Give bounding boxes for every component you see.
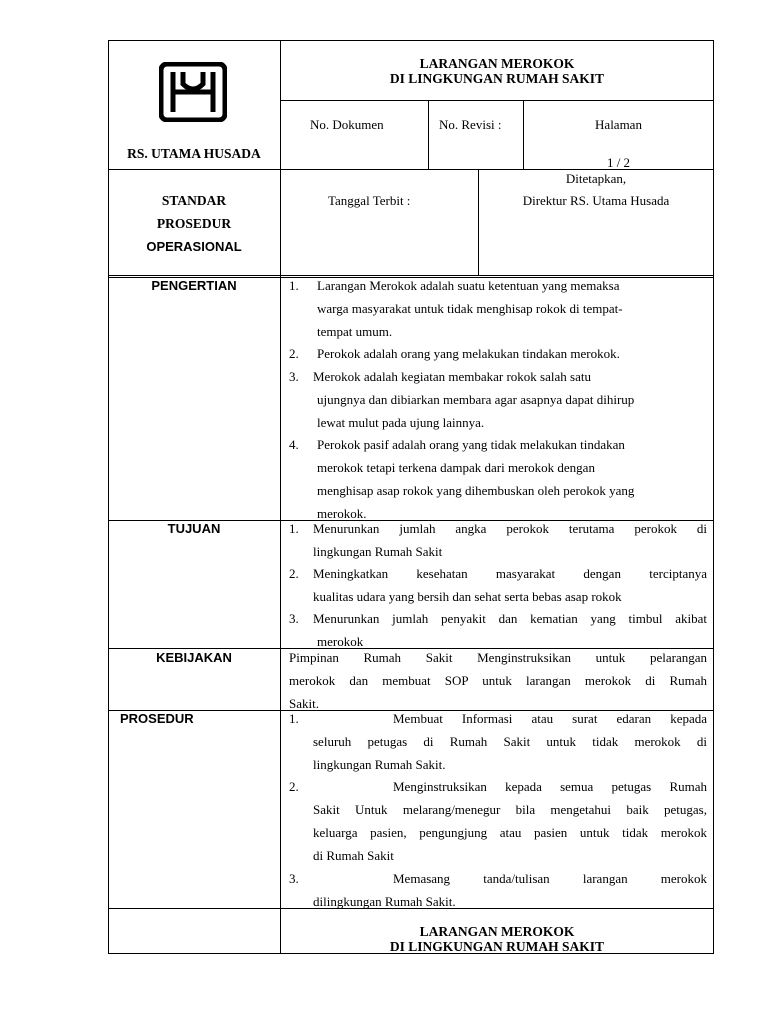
- list-line: Menurunkan jumlah penyakit dan kematian yang timbul akibat: [313, 611, 707, 626]
- pengertian-label: PENGERTIAN: [151, 278, 237, 293]
- prosedur-label: PROSEDUR: [120, 711, 194, 726]
- footer-title-line2: DI LINGKUNGAN RUMAH SAKIT: [389, 939, 605, 954]
- kebijakan-text: [289, 646, 707, 715]
- tujuan-item-1: [289, 517, 707, 563]
- list-line: di Rumah Sakit: [313, 848, 394, 863]
- list-line: merokok tetapi terkena dampak dari merokok dengan: [317, 460, 595, 475]
- pengertian-item-3: [289, 365, 707, 434]
- list-line: ujungnya dan dibiarkan membara agar asapnya dapat dihirup: [317, 392, 635, 407]
- list-number: 1.: [289, 521, 299, 536]
- list-line: Meningkatkan kesehatan masyarakat dengan terciptanya: [313, 566, 707, 581]
- list-number: 1.: [289, 711, 299, 726]
- ditetapkan-text: Ditetapkan,: [565, 171, 627, 186]
- list-number: 1.: [289, 278, 299, 293]
- sop-title-line2: PROSEDUR: [156, 216, 232, 231]
- list-line: kualitas udara yang bersih dan sehat serta bebas asap rokok: [313, 589, 622, 604]
- footer-title-line1: LARANGAN MEROKOK: [419, 924, 575, 939]
- list-line: Menurunkan jumlah angka perokok terutama perokok di: [313, 521, 707, 536]
- vline-left-col: [280, 40, 281, 954]
- list-line: Merokok adalah kegiatan membakar rokok salah satu: [313, 369, 591, 384]
- list-number: 3.: [289, 871, 299, 886]
- list-line: keluarga pasien, pengungjung atau pasien untuk tidak merokok: [313, 825, 707, 840]
- list-line: Perokok pasif adalah orang yang tidak melakukan tindakan: [317, 437, 625, 452]
- prosedur-item-2: [289, 775, 707, 867]
- list-line: Perokok adalah orang yang melakukan tindakan merokok.: [317, 346, 620, 361]
- list-line: Memasang tanda/tulisan larangan merokok: [393, 871, 707, 886]
- vline-dok-revisi: [428, 100, 429, 169]
- paragraph-line: Sakit.: [289, 696, 319, 711]
- list-line: seluruh petugas di Rumah Sakit untuk tidak merokok di: [313, 734, 707, 749]
- tanggal-terbit-label: Tanggal Terbit :: [328, 193, 411, 208]
- halaman-value: 1 / 2: [606, 155, 631, 170]
- pengertian-item-2: [289, 342, 707, 365]
- tujuan-item-2: [289, 562, 707, 608]
- sop-title-line3: OPERASIONAL: [146, 239, 242, 254]
- halaman-label: Halaman: [595, 117, 642, 132]
- list-line: Menginstruksikan kepada semua petugas Rumah: [393, 779, 707, 794]
- pengertian-item-4: [289, 433, 707, 525]
- hospital-name: RS. UTAMA HUSADA: [127, 146, 261, 161]
- list-line: Sakit Untuk melarang/menegur bila mengetahui baik petugas,: [313, 802, 707, 817]
- list-line: tempat umum.: [317, 324, 393, 339]
- hline-title-bottom: [280, 100, 714, 101]
- no-dokumen-label: No. Dokumen: [310, 117, 384, 132]
- list-line: dilingkungan Rumah Sakit.: [313, 894, 456, 909]
- direktur-text: Direktur RS. Utama Husada: [522, 193, 670, 208]
- sop-title-line1: STANDAR: [161, 193, 227, 208]
- kebijakan-label: KEBIJAKAN: [156, 650, 232, 665]
- list-line: lingkungan Rumah Sakit: [313, 544, 443, 559]
- paragraph-line: merokok dan membuat SOP untuk larangan merokok di Rumah: [289, 673, 707, 688]
- doc-title-line2: DI LINGKUNGAN RUMAH SAKIT: [389, 71, 605, 86]
- list-number: 2.: [289, 346, 299, 361]
- list-number: 2.: [289, 566, 299, 581]
- list-line: lewat mulut pada ujung lainnya.: [317, 415, 485, 430]
- no-revisi-label: No. Revisi :: [439, 117, 502, 132]
- paragraph-line: Pimpinan Rumah Sakit Menginstruksikan untuk pelarangan: [289, 650, 707, 665]
- list-number: 3.: [289, 611, 299, 626]
- prosedur-item-3: [289, 867, 707, 913]
- tujuan-label: TUJUAN: [167, 521, 221, 536]
- list-line: menghisap asap rokok yang dihembuskan oleh perokok yang: [317, 483, 635, 498]
- list-line: warga masyarakat untuk tidak menghisap rokok di tempat-: [317, 301, 623, 316]
- pengertian-item-1: [289, 274, 707, 343]
- list-number: 2.: [289, 779, 299, 794]
- doc-title-line1: LARANGAN MEROKOK: [419, 56, 575, 71]
- list-line: Larangan Merokok adalah suatu ketentuan yang memaksa: [317, 278, 620, 293]
- list-line: lingkungan Rumah Sakit.: [313, 757, 446, 772]
- hospital-logo-icon: [159, 62, 227, 122]
- list-line: merokok.: [317, 506, 367, 521]
- list-number: 3.: [289, 369, 299, 384]
- list-line: merokok: [317, 634, 364, 649]
- prosedur-item-1: [289, 707, 707, 776]
- list-line: Membuat Informasi atau surat edaran kepada: [393, 711, 707, 726]
- list-number: 4.: [289, 437, 299, 452]
